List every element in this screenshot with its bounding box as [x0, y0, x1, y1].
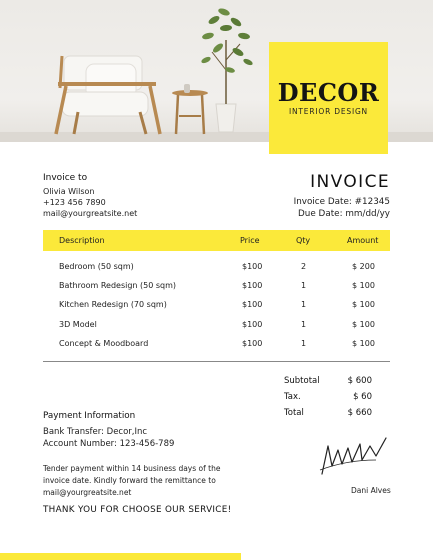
row-qty: 2	[301, 262, 307, 271]
row-qty: 1	[301, 281, 307, 290]
table-row	[43, 281, 390, 297]
row-description: Kitchen Redesign (70 sqm)	[59, 300, 167, 309]
payment-note-line: mail@yourgreatsite.net	[43, 488, 132, 497]
thank-you-message: THANK YOU FOR CHOOSE OUR SERVICE!	[43, 505, 232, 515]
invoice-title: INVOICE	[310, 172, 390, 192]
row-qty: 1	[301, 300, 307, 309]
row-price: $100	[242, 262, 263, 271]
table-row	[43, 262, 390, 278]
payment-heading: Payment Information	[43, 411, 136, 421]
subtotal-label: Subtotal	[284, 376, 320, 386]
row-price: $100	[242, 300, 263, 309]
col-qty: Qty	[296, 236, 311, 245]
signature-mark	[316, 430, 392, 480]
due-date: Due Date: mm/dd/yy	[298, 209, 390, 219]
armchair-photo	[56, 56, 160, 134]
footer-accent-bar	[0, 553, 241, 560]
client-email: mail@yourgreatsite.net	[43, 209, 138, 218]
brand-logo-box	[269, 42, 388, 154]
row-description: Bathroom Redesign (50 sqm)	[59, 281, 177, 290]
row-qty: 1	[301, 339, 307, 348]
row-description: 3D Model	[59, 320, 97, 329]
tax-value: $ 60	[353, 392, 372, 402]
client-phone: +123 456 7890	[43, 198, 106, 207]
row-amount: $ 100	[352, 300, 375, 309]
row-qty: 1	[301, 320, 307, 329]
brand-subtitle: INTERIOR DESIGN	[289, 107, 368, 116]
row-price: $100	[242, 339, 263, 348]
row-amount: $ 200	[352, 262, 375, 271]
row-amount: $ 100	[352, 320, 375, 329]
payment-note-line: invoice date. Kindly forward the remittance to	[43, 476, 216, 485]
row-price: $100	[242, 320, 263, 329]
total-value: $ 660	[347, 408, 372, 418]
side-table	[172, 84, 208, 134]
col-price: Price	[240, 236, 260, 245]
total-label: Total	[284, 408, 304, 418]
table-row	[43, 300, 390, 316]
row-description: Concept & Moodboard	[59, 339, 149, 348]
invoice-to-heading: Invoice to	[43, 173, 88, 183]
table-header	[43, 230, 390, 251]
account-number: Account Number: 123-456-789	[43, 439, 175, 449]
signer-name: Dani Alves	[351, 486, 391, 495]
invoice-date: Invoice Date: #12345	[293, 197, 390, 207]
subtotal-value: $ 600	[347, 376, 372, 386]
table-divider	[43, 361, 390, 362]
col-description: Description	[59, 236, 105, 245]
tax-label: Tax.	[284, 392, 301, 402]
brand-name: DECOR	[277, 78, 380, 107]
row-price: $100	[242, 281, 263, 290]
plant-photo	[200, 7, 253, 132]
row-amount: $ 100	[352, 281, 375, 290]
row-amount: $ 100	[352, 339, 375, 348]
bank-transfer: Bank Transfer: Decor,Inc	[43, 427, 148, 437]
table-row	[43, 339, 390, 355]
payment-note-line: Tender payment within 14 business days of the	[43, 464, 221, 473]
col-amount: Amount	[347, 236, 379, 245]
client-name: Olivia Wilson	[43, 187, 95, 196]
table-row	[43, 320, 390, 336]
row-description: Bedroom (50 sqm)	[59, 262, 134, 271]
